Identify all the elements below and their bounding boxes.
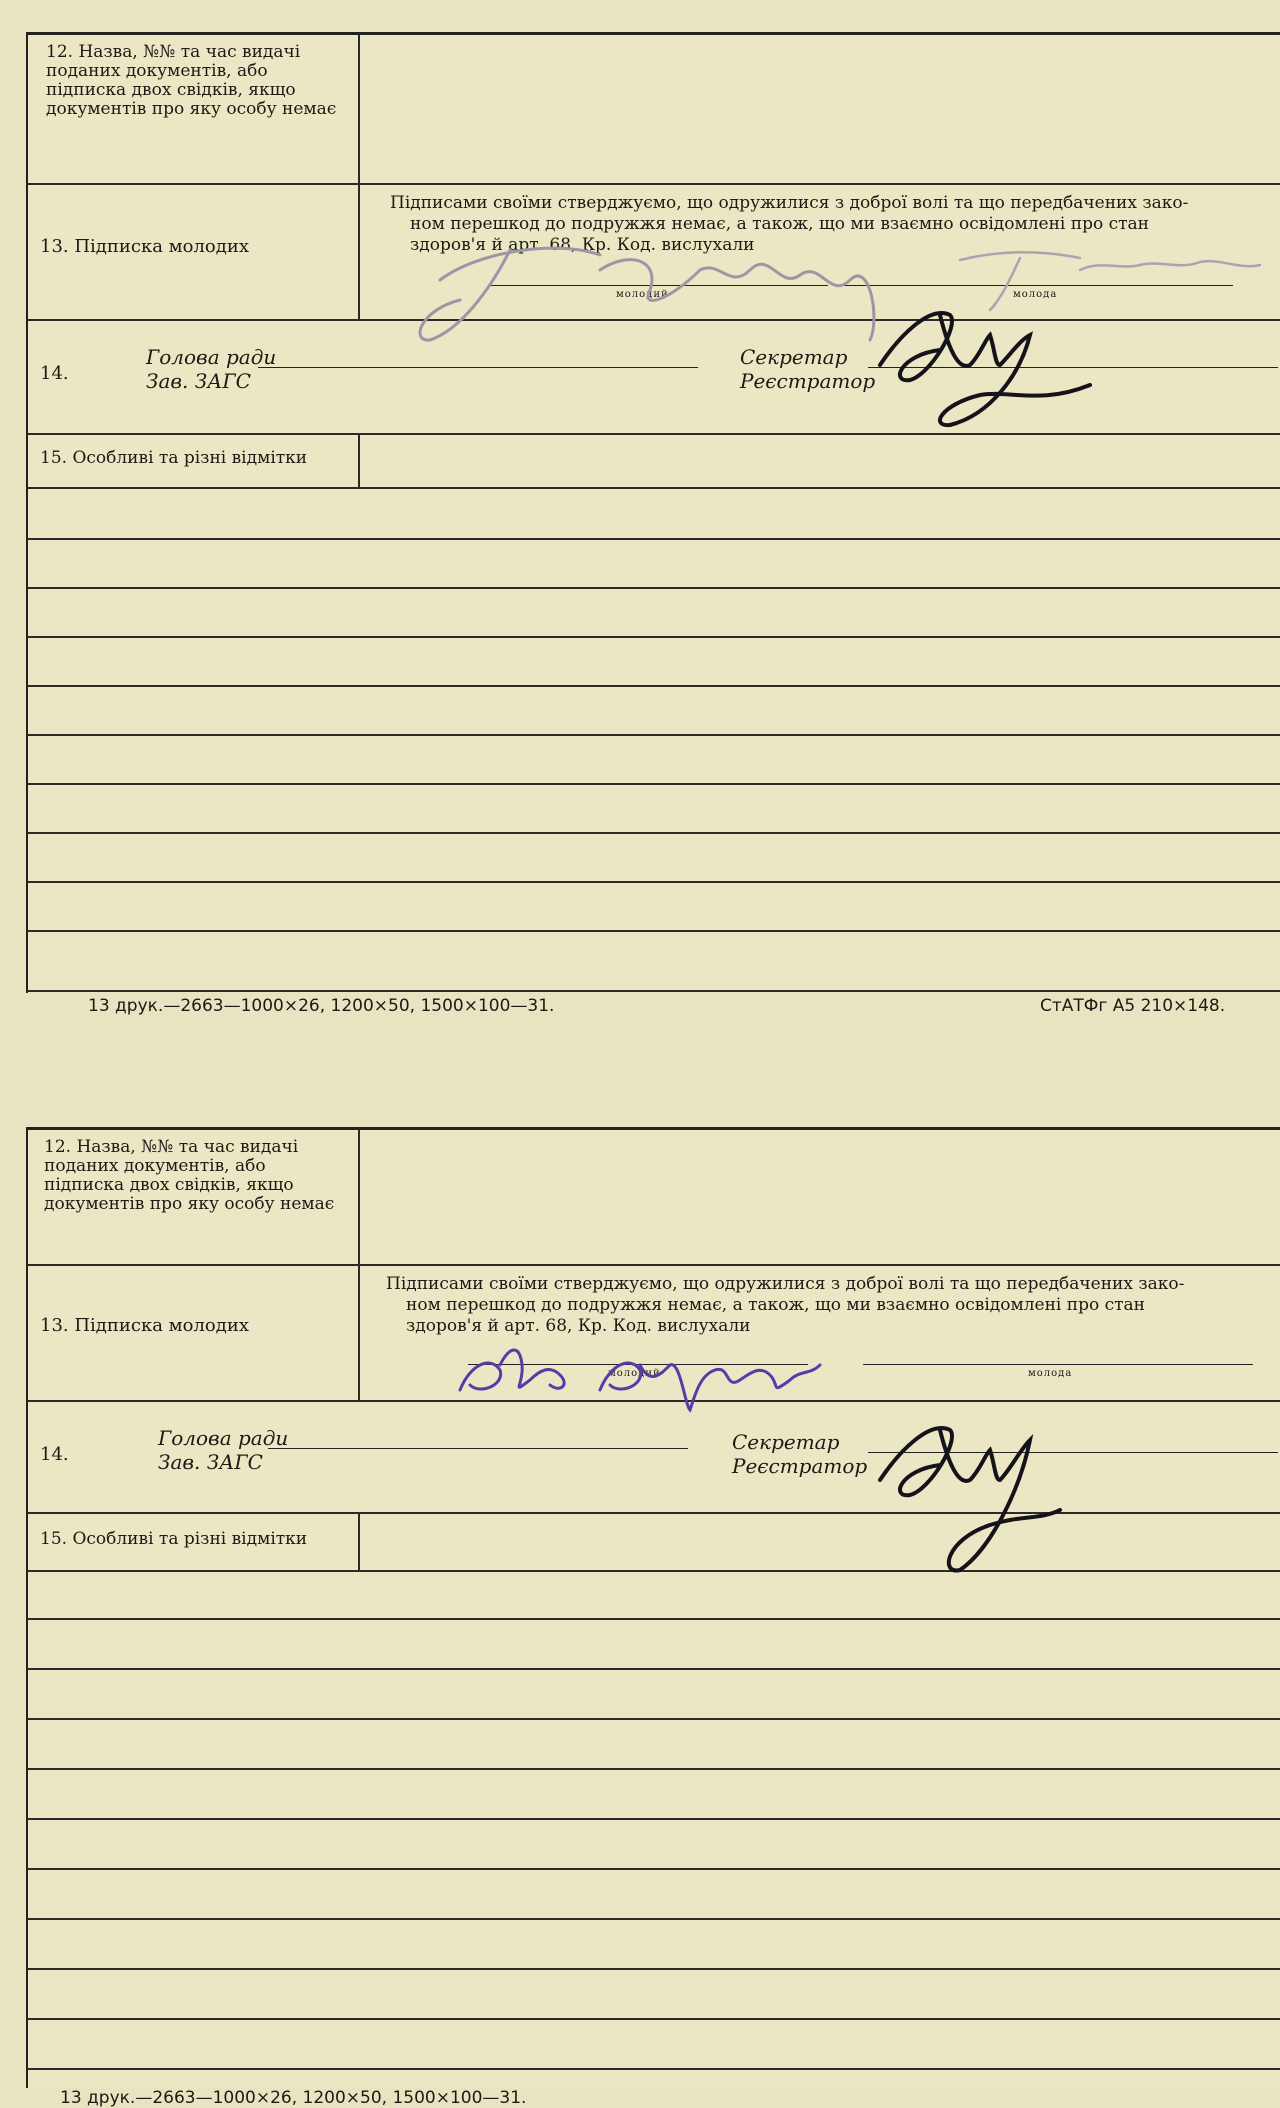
secretary-label: Секретар <box>740 345 848 369</box>
blank-line <box>28 734 1280 736</box>
registrar-label: Реєстратор <box>732 1454 868 1478</box>
field-13-text-2: ном перешкод до подружжя немає, а також, що ми взаємно освідомлені про стан <box>410 214 1150 234</box>
blank-line <box>28 636 1280 638</box>
bride-caption: молода <box>1028 1368 1073 1379</box>
blank-line <box>28 832 1280 834</box>
blank-line <box>28 1818 1280 1820</box>
field-13-cell <box>28 185 360 319</box>
blank-line <box>28 685 1280 687</box>
field-14-num: 14. <box>40 363 69 384</box>
blank-line <box>28 930 1280 932</box>
secretary-label: Секретар <box>732 1430 840 1454</box>
blank-line <box>28 587 1280 589</box>
field-13-cell <box>28 1266 360 1400</box>
field-13-text-3: здоров'я й арт. 68, Кр. Код. вислухали <box>406 1316 751 1336</box>
bride-signature-line <box>863 1364 1253 1365</box>
blank-line <box>28 2018 1280 2020</box>
field-13-text-3: здоров'я й арт. 68, Кр. Код. вислухали <box>410 235 755 255</box>
bride-caption: молода <box>1013 289 1058 300</box>
field-14-row <box>28 1402 1280 1514</box>
field-15-row <box>28 1514 1280 1572</box>
field-14-num: 14. <box>40 1444 69 1465</box>
blank-line <box>28 1618 1280 1620</box>
head-signature-line <box>268 1448 688 1449</box>
form-1 <box>26 32 1280 993</box>
head-label: Голова ради <box>158 1426 289 1450</box>
field-12-row <box>28 35 1280 185</box>
field-15-row <box>28 435 1280 489</box>
blank-line <box>28 1868 1280 1870</box>
field-12-label: 12. Назва, №№ та час видачі поданих документів, або підписка двох свідків, якщо документів про яку особу немає <box>28 1130 360 1264</box>
groom-bride-signature <box>400 230 1280 350</box>
blank-line <box>28 1768 1280 1770</box>
zags-label: Зав. ЗАГС <box>158 1450 263 1474</box>
groom-caption: молодий <box>608 1368 661 1379</box>
field-13-text-1: Підписами своїми стверджуємо, що одружилися з доброї волі та що передбачених зако- <box>386 1274 1185 1294</box>
head-label: Голова ради <box>146 345 277 369</box>
footer-print-info: 13 друк.—2663—1000×26, 1200×50, 1500×100—31. <box>88 996 555 1016</box>
blank-line <box>28 1918 1280 1920</box>
groom-signature <box>450 1335 830 1415</box>
footer-form-code: СтАТФг А5 210×148. <box>1040 996 1226 1016</box>
field-13-label: 13. Підписка молодих <box>40 1315 250 1336</box>
secretary-signature <box>870 1410 1070 1580</box>
blank-line <box>28 1718 1280 1720</box>
field-13-text-2: ном перешкод до подружжя немає, а також, що ми взаємно освідомлені про стан <box>406 1295 1146 1315</box>
blank-line <box>28 538 1280 540</box>
blank-line <box>28 783 1280 785</box>
field-13-label: 13. Підписка молодих <box>40 236 250 257</box>
zags-label: Зав. ЗАГС <box>146 369 251 393</box>
secretary-signature <box>870 295 1100 435</box>
field-12-label: 12. Назва, №№ та час видачі поданих документів, або підписка двох свідків, якщо документів про яку особу немає <box>28 35 360 183</box>
head-signature-line <box>258 367 698 368</box>
field-15-label: 15. Особливі та різні відмітки <box>28 1514 360 1570</box>
groom-caption: молодий <box>616 289 669 300</box>
field-15-label: 15. Особливі та різні відмітки <box>28 435 360 487</box>
field-12-row <box>28 1130 1280 1266</box>
blank-line <box>28 2068 1280 2070</box>
form-2 <box>26 1127 1280 2088</box>
blank-line <box>28 1668 1280 1670</box>
registrar-label: Реєстратор <box>740 369 876 393</box>
blank-line <box>28 990 1280 992</box>
blank-line <box>28 1968 1280 1970</box>
blank-line <box>28 881 1280 883</box>
field-13-text-1: Підписами своїми стверджуємо, що одружилися з доброї волі та що передбачених зако- <box>390 193 1189 213</box>
footer-print-info: 13 друк.—2663—1000×26, 1200×50, 1500×100—31. <box>60 2088 527 2108</box>
